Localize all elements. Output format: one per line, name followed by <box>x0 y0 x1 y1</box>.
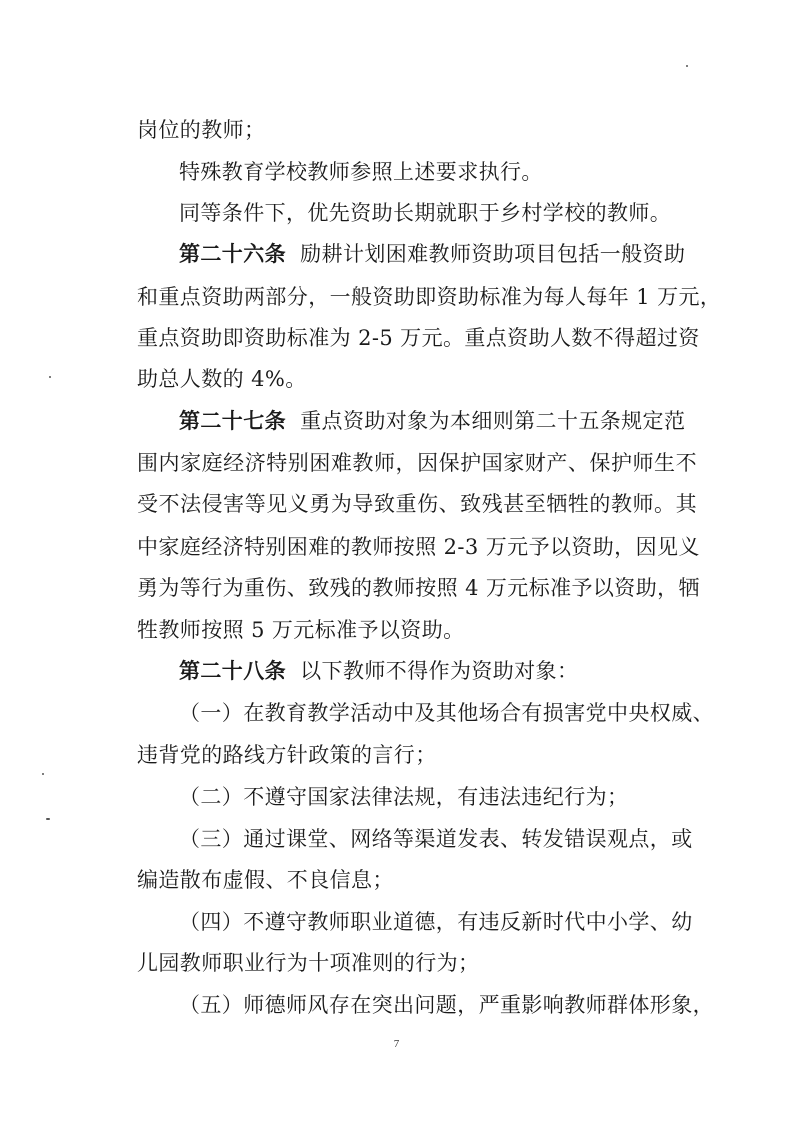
article-26-first-line <box>179 240 697 268</box>
text-line: 中家庭经济特别困难的教师按照 2-3 万元予以资助，因见义 <box>137 535 700 559</box>
article-text: 重点资助对象为本细则第二十五条规定范 <box>300 409 686 433</box>
text-line: （三）通过课堂、网络等渠道发表、转发错误观点，或 <box>179 827 693 851</box>
text-line: 编造散布虚假、不良信息； <box>137 868 394 892</box>
text-line: 助总人数的 4%。 <box>137 367 307 391</box>
scan-speck <box>42 773 44 775</box>
scan-speck <box>49 376 51 378</box>
text-line: （一）在教育教学活动中及其他场合有损害党中央权威、 <box>179 701 714 725</box>
text-line: 岗位的教师； <box>137 118 266 142</box>
article-text: 励耕计划困难教师资助项目包括一般资助 <box>300 242 686 266</box>
text-line: 儿园教师职业行为十项准则的行为； <box>137 951 480 975</box>
text-line: （五）师德师风存在突出问题，严重影响教师群体形象， <box>179 993 714 1017</box>
article-heading: 第二十八条 <box>179 659 286 683</box>
text-line: 受不法侵害等见义勇为导致重伤、致残甚至牺牲的教师。其 <box>137 492 697 516</box>
article-heading: 第二十六条 <box>179 242 286 266</box>
scan-speck <box>686 65 688 67</box>
text-line: 特殊教育学校教师参照上述要求执行。 <box>179 160 543 184</box>
text-line: 违背党的路线方针政策的言行； <box>137 743 437 767</box>
article-text: 以下教师不得作为资助对象： <box>300 659 579 683</box>
text-line: 重点资助即资助标准为 2-5 万元。重点资助人数不得超过资 <box>137 326 700 350</box>
article-27-first-line <box>179 407 697 435</box>
text-line: 和重点资助两部分，一般资助即资助标准为每人每年 1 万元， <box>137 285 722 309</box>
text-line: （二）不遵守国家法律法规，有违法违纪行为； <box>179 785 629 809</box>
text-line: 围内家庭经济特别困难教师，因保护国家财产、保护师生不 <box>137 451 697 475</box>
text-line: （四）不遵守教师职业道德，有违反新时代中小学、幼 <box>179 910 693 934</box>
page-number: 7 <box>393 1038 400 1050</box>
text-line: 牲教师按照 5 万元标准予以资助。 <box>137 618 465 642</box>
article-heading: 第二十七条 <box>179 409 286 433</box>
text-line: 勇为等行为重伤、致残的教师按照 4 万元标准予以资助，牺 <box>137 576 700 600</box>
article-28-first-line <box>179 657 697 685</box>
scan-speck <box>46 818 50 820</box>
text-line: 同等条件下，优先资助长期就职于乡村学校的教师。 <box>179 201 672 225</box>
